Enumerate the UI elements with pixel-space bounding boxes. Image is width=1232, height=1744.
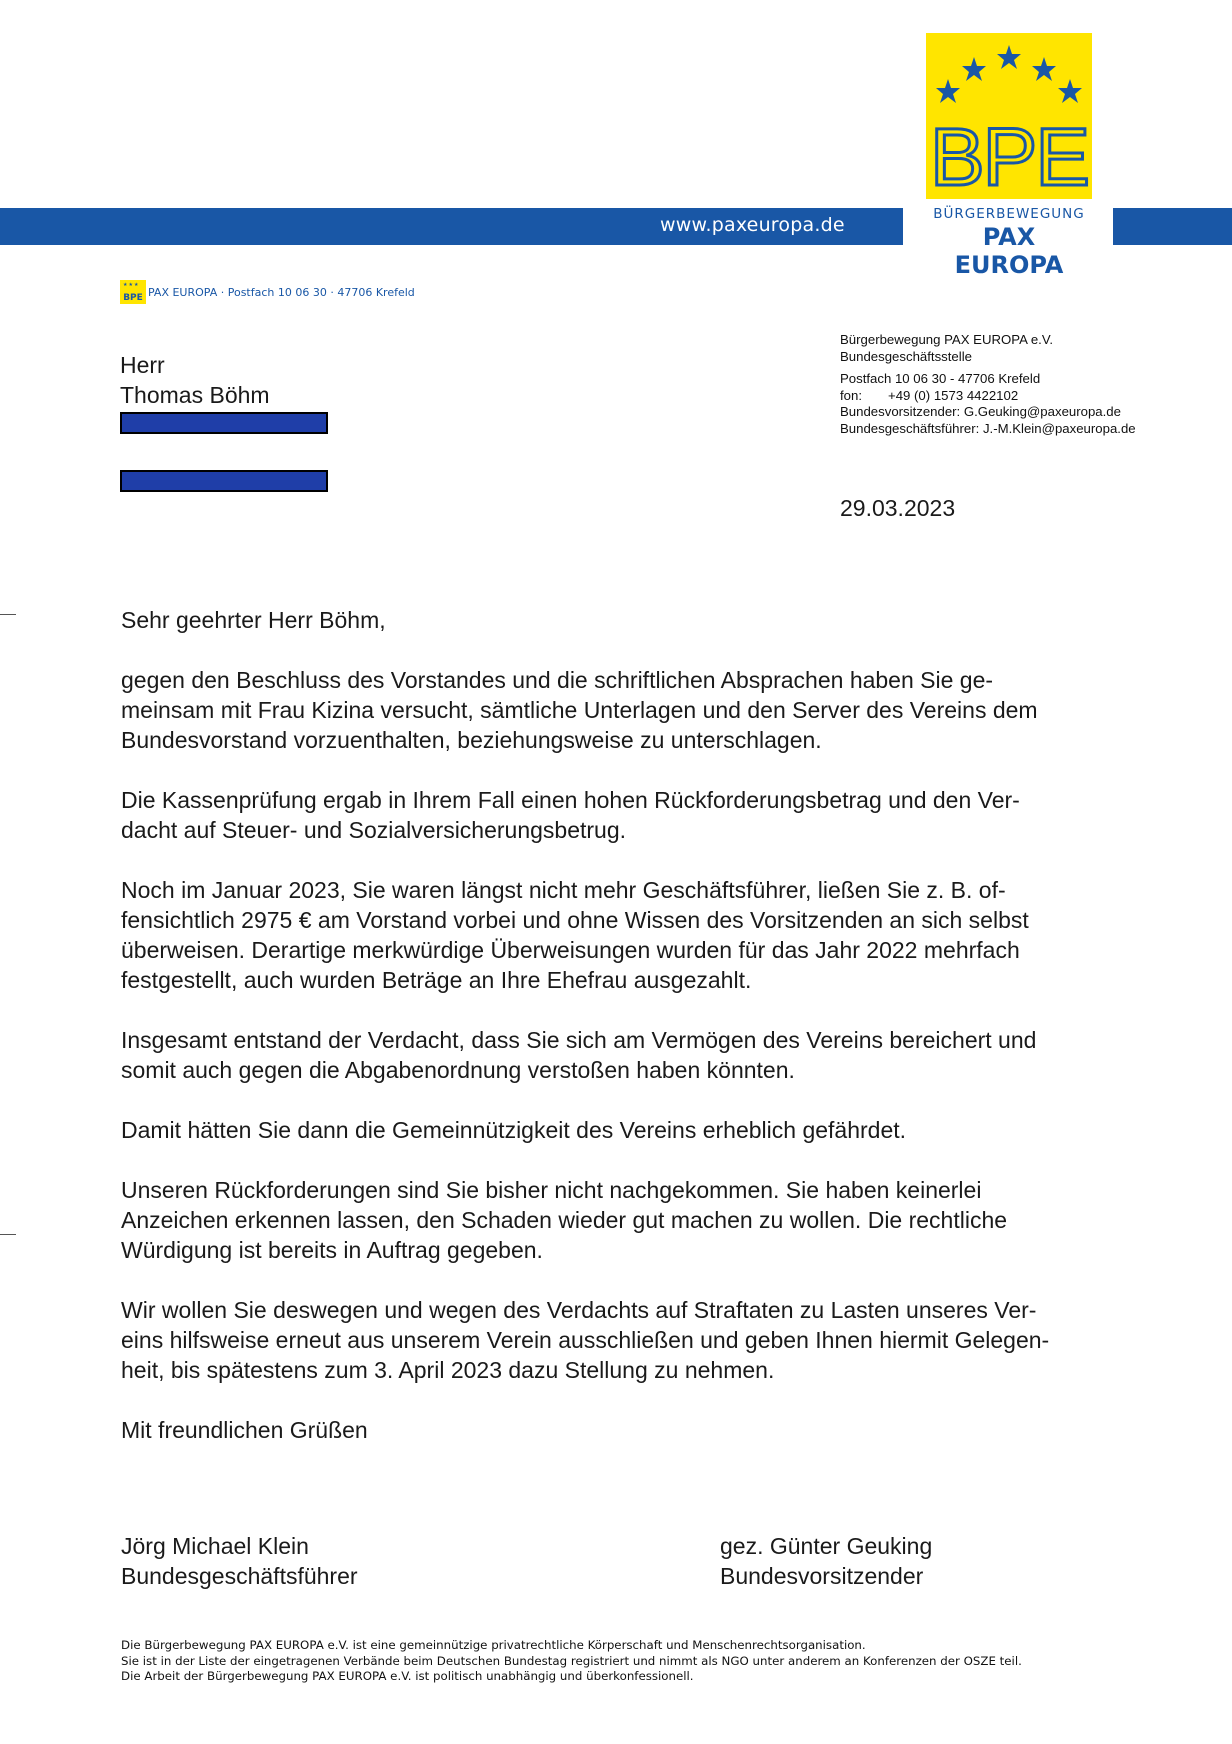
recipient-block <box>120 350 270 410</box>
return-address-text: PAX EUROPA · Postfach 10 06 30 · 47706 Krefeld <box>148 285 415 299</box>
recipient-name: Thomas Böhm <box>120 382 270 408</box>
letter-paragraph: gegen den Beschluss des Vorstandes und die schriftlichen Absprachen haben Sie ge- meinsam mit Frau Kizina versucht, sämtliche Unterlagen und den Server des Vereins dem Bundesvorstand vorzuenthalten, beziehungsweise zu unterschlagen. <box>121 667 1038 753</box>
letter-paragraph: Noch im Januar 2023, Sie waren längst nicht mehr Geschäftsführer, ließen Sie z. B. of- fensichtlich 2975 € am Vorstand vorbei und ohne Wissen des Vorsitzenden an sich selbst überweisen. Derartige merkwürdige Überweisungen wurden für das Jahr 2022 mehrfach festgestellt, auch wurden Beträge an Ihre Ehefrau ausgezahlt. <box>121 877 1029 993</box>
star-icon <box>997 45 1021 69</box>
letter-date: 29.03.2023 <box>840 495 956 521</box>
letter-paragraph: Unseren Rückforderungen sind Sie bisher nicht nachgekommen. Sie haben keinerlei Anzeichen erkennen lassen, den Schaden wieder gut machen zu wollen. Die rechtliche Würdigung ist bereits in Auftrag gegeben. <box>121 1177 1008 1263</box>
signature-left <box>121 1531 358 1591</box>
signature-left-name: Jörg Michael Klein <box>121 1533 309 1559</box>
sender-office: Bundesgeschäftsstelle <box>840 348 972 364</box>
letter-greeting: Sehr geehrter Herr Böhm, <box>121 607 386 633</box>
redaction-bar <box>120 470 328 492</box>
letter-paragraph: Damit hätten Sie dann die Gemeinnützigkeit des Vereins erheblich gefährdet. <box>121 1117 907 1143</box>
logo-letters: BPE <box>929 112 1089 203</box>
sender-org: Bürgerbewegung PAX EUROPA e.V. <box>840 332 1054 347</box>
logo-subtitle-2: PAX EUROPA <box>954 223 1064 279</box>
bpe-logo <box>926 33 1092 203</box>
footer-line: Die Bürgerbewegung PAX EUROPA e.V. ist eine gemeinnützige privatrechtliche Körperschaft und Menschenrechtsorganisation. <box>121 1638 866 1652</box>
logo-subtitle-1: BÜRGERBEWEGUNG <box>933 206 1085 222</box>
signature-left-title: Bundesgeschäftsführer <box>121 1563 358 1589</box>
star-icon <box>1058 79 1082 103</box>
sender-manager-email[interactable]: Bundesgeschäftsführer: J.-M.Klein@paxeuropa.de <box>840 420 1136 436</box>
star-icon <box>1032 57 1056 81</box>
footer-line: Sie ist in der Liste der eingetragenen Verbände beim Deutschen Bundestag registriert und nimmt als NGO unter anderem an Konferenzen der OSZE teil. <box>121 1653 1022 1668</box>
signature-right-name: gez. Günter Geuking <box>720 1533 933 1559</box>
sender-postbox: Postfach 10 06 30 - 47706 Krefeld <box>840 371 1041 386</box>
signature-right-title: Bundesvorsitzender <box>720 1563 924 1589</box>
fold-mark <box>0 1234 16 1235</box>
signature-right <box>720 1531 932 1591</box>
sender-block <box>840 332 1136 437</box>
star-icon <box>936 79 960 103</box>
letter-body <box>121 605 1131 1475</box>
fold-mark <box>0 614 16 615</box>
mini-star-icons: ★★★ <box>123 282 140 288</box>
letter-paragraph: Die Kassenprüfung ergab in Ihrem Fall einen hohen Rückforderungsbetrag und den Ver- dacht auf Steuer- und Sozialversicherungsbetrug. <box>121 787 1020 843</box>
letter-closing: Mit freundlichen Grüßen <box>121 1417 368 1443</box>
redaction-bar <box>120 412 328 434</box>
header-bar-right <box>1113 208 1232 245</box>
star-icons <box>926 33 1092 113</box>
footer <box>121 1638 1022 1685</box>
website-link[interactable]: www.paxeuropa.de <box>660 214 845 236</box>
recipient-salutation: Herr <box>120 352 165 378</box>
return-address <box>120 280 415 304</box>
sender-phone: fon: +49 (0) 1573 4422102 <box>840 387 1019 403</box>
footer-line: Die Arbeit der Bürgerbewegung PAX EUROPA e.V. ist politisch unabhängig und überkonfessionell. <box>121 1669 694 1683</box>
letter-paragraph: Insgesamt entstand der Verdacht, dass Sie sich am Vermögen des Vereins bereichert und somit auch gegen die Abgabenordnung verstoßen haben könnten. <box>121 1027 1037 1083</box>
letter-paragraph: Wir wollen Sie deswegen und wegen des Verdachts auf Straftaten zu Lasten unseres Ver- eins hilfsweise erneut aus unserem Verein ausschließen und geben Ihnen hiermit Gelegen- heit, bis spätestens zum 3. April 2023 dazu Stellung zu nehmen. <box>121 1297 1050 1383</box>
mini-logo: ★★★ BPE <box>120 280 146 304</box>
star-icon <box>962 57 986 81</box>
sender-chair-email[interactable]: Bundesvorsitzender: G.Geuking@paxeuropa.de <box>840 404 1121 419</box>
